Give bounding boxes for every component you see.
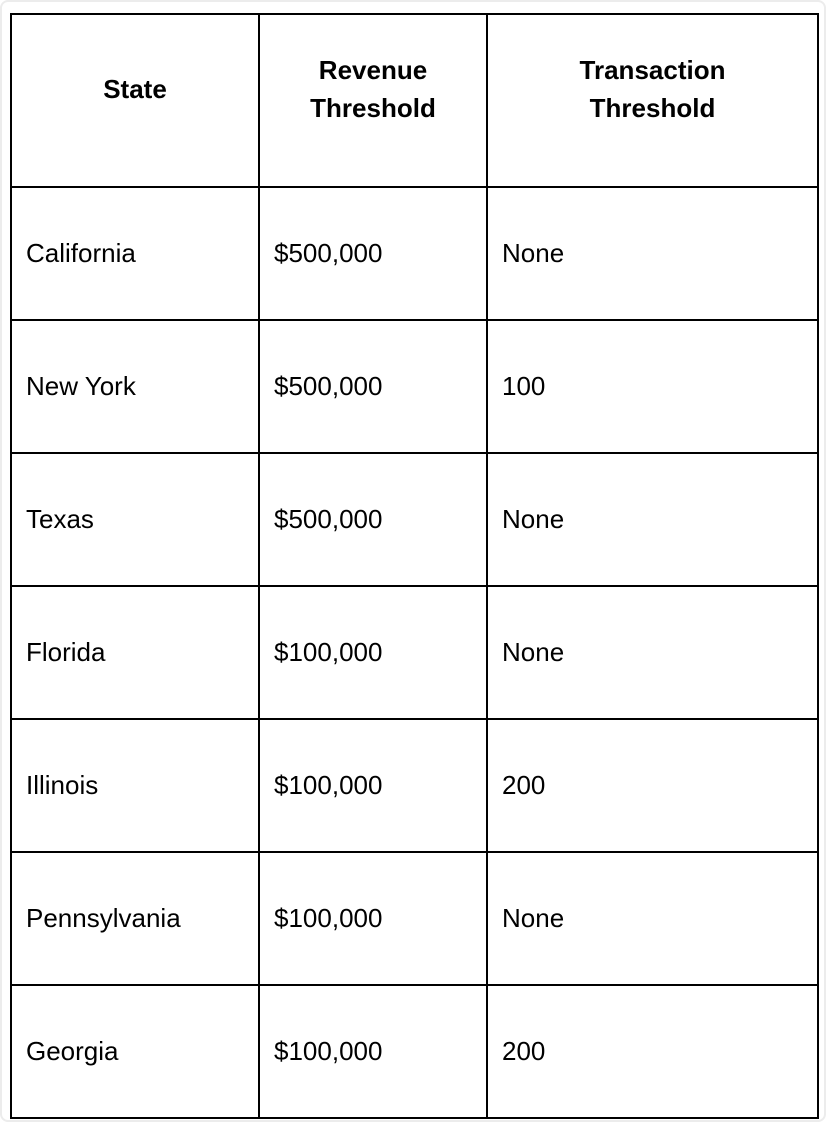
header-state-label: State [103, 73, 167, 104]
cell-transaction: None [487, 852, 818, 985]
header-state [11, 14, 259, 187]
cell-revenue: $500,000 [259, 187, 487, 320]
cell-transaction: 100 [487, 320, 818, 453]
cell-transaction: None [487, 586, 818, 719]
table-row [11, 852, 818, 985]
cell-state: Georgia [11, 985, 259, 1118]
table-row [11, 985, 818, 1118]
table-row [11, 719, 818, 852]
header-revenue-line2: Threshold [310, 92, 436, 123]
cell-state: Illinois [11, 719, 259, 852]
thresholds-table [10, 13, 819, 1119]
header-transaction-line1: Transaction [579, 54, 726, 85]
header-revenue-threshold [259, 14, 487, 187]
cell-revenue: $100,000 [259, 719, 487, 852]
cell-revenue: $500,000 [259, 320, 487, 453]
table-header-row [11, 14, 818, 187]
cell-state: New York [11, 320, 259, 453]
cell-transaction: 200 [487, 719, 818, 852]
cell-state: Pennsylvania [11, 852, 259, 985]
cell-transaction: None [487, 187, 818, 320]
cell-revenue: $500,000 [259, 453, 487, 586]
table-row [11, 187, 818, 320]
cell-revenue: $100,000 [259, 852, 487, 985]
table-row [11, 320, 818, 453]
cell-state: Florida [11, 586, 259, 719]
header-revenue-line1: Revenue [318, 54, 428, 85]
table-row [11, 586, 818, 719]
header-transaction-line2: Threshold [589, 92, 716, 123]
cell-transaction: None [487, 453, 818, 586]
cell-transaction: 200 [487, 985, 818, 1118]
cell-state: Texas [11, 453, 259, 586]
header-transaction-threshold [487, 14, 818, 187]
table-row [11, 453, 818, 586]
cell-revenue: $100,000 [259, 586, 487, 719]
cell-revenue: $100,000 [259, 985, 487, 1118]
cell-state: California [11, 187, 259, 320]
